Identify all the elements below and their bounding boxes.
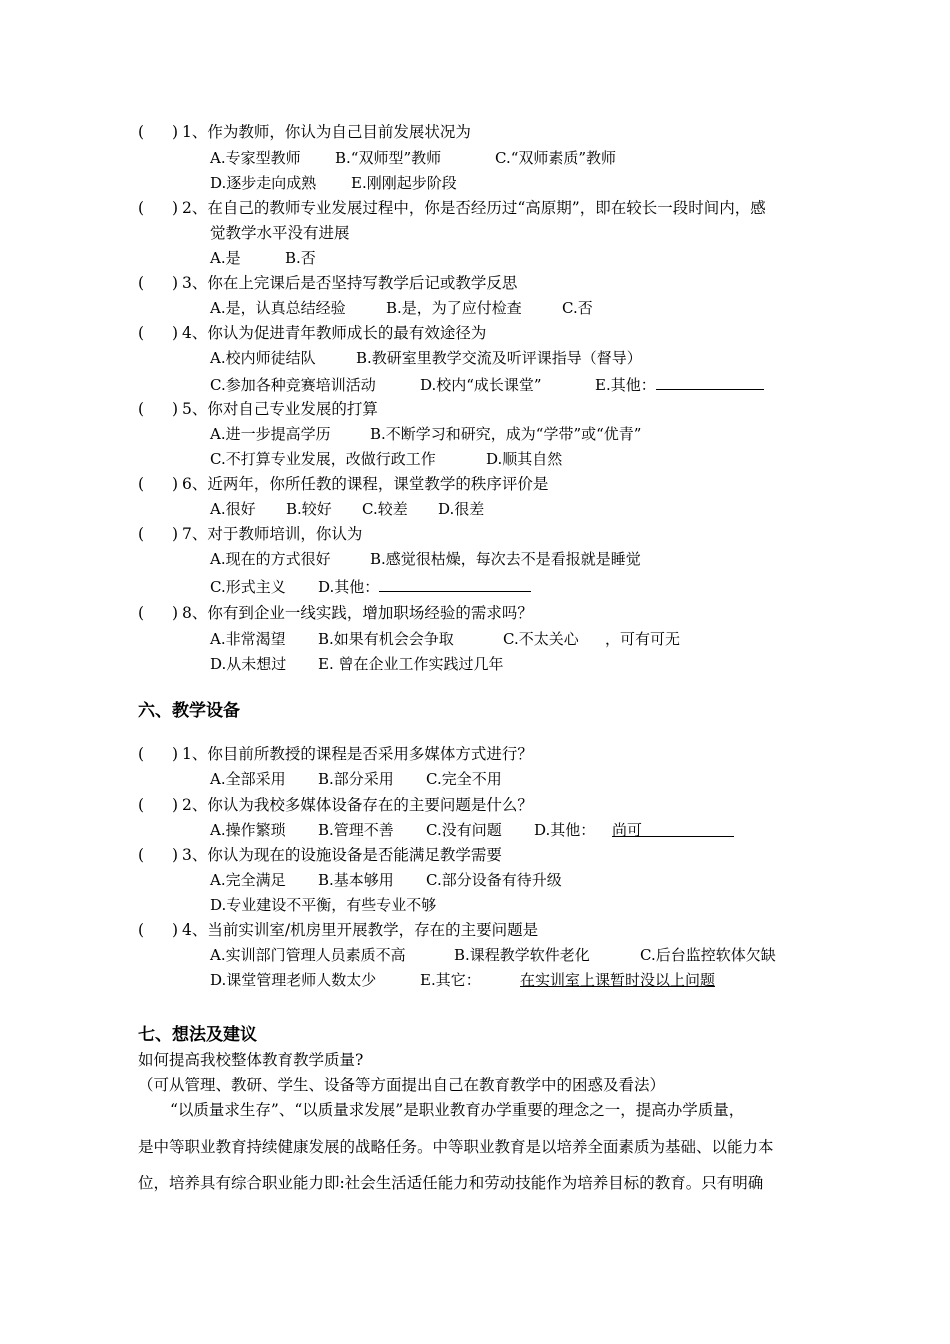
options-row [210,945,776,965]
question-8 [138,603,533,623]
option[interactable]: A.实训部门管理人员素质不高 [210,946,406,964]
answer-paren-close: ) [172,525,179,543]
question-text: 3、你在上完课后是否坚持写教学后记或教学反思 [182,274,518,292]
option[interactable]: A.全部采用 [210,770,286,788]
option[interactable]: E.其他： [595,376,656,394]
answer-paragraph-line: “以质量求生存”、“以质量求发展”是职业教育办学重要的理念之一，提高办学质量， [170,1101,745,1119]
fill-in-blank[interactable] [656,373,764,390]
option[interactable]: A.很好 [210,500,256,518]
options-row [210,298,593,318]
options-row [210,173,457,193]
question-text: 5、你对自己专业发展的打算 [182,400,378,418]
answer-paren-open[interactable]: ( [138,525,145,543]
option[interactable]: B.是，为了应付检查 [386,299,522,317]
question-text: 2、你认为我校多媒体设备存在的主要问题是什么？ [182,796,533,814]
option[interactable]: C.没有问题 [426,821,502,839]
options-row [210,575,531,597]
option[interactable]: C.部分设备有待升级 [426,871,562,889]
equipment-question-1 [138,744,533,764]
option[interactable]: D.逐步走向成熟 [210,174,317,192]
option[interactable]: B.管理不善 [318,821,394,839]
answer-paren-close: ) [172,796,179,814]
answer-paren-close: ) [172,400,179,418]
option[interactable]: C.不太关心 [503,630,579,648]
option[interactable]: C.较差 [362,500,408,518]
question-5 [138,399,378,419]
answer-paren-close: ) [172,199,179,217]
answer-paren-open[interactable]: ( [138,400,145,418]
options-row [210,820,734,840]
options-row [210,449,562,469]
fill-in-blank[interactable] [379,575,531,592]
option[interactable]: D.其他： [534,821,596,839]
fill-in-answer[interactable]: 在实训室上课暂时没以上问题 [520,971,716,989]
option[interactable]: E. 曾在企业工作实践过几年 [318,655,504,673]
options-row [210,654,504,674]
answer-paren-close: ) [172,921,179,939]
answer-paren-close: ) [172,846,179,864]
option[interactable]: C.否 [562,299,593,317]
option: ，可有可无 [605,630,681,648]
option[interactable]: A.现在的方式很好 [210,550,331,568]
options-row [210,148,616,168]
question-text: 3、你认为现在的设施设备是否能满足教学需要 [182,846,502,864]
option[interactable]: B.较好 [286,500,332,518]
option[interactable]: B.部分采用 [318,770,394,788]
answer-paragraph-line: 位，培养具有综合职业能力即:社会生活适任能力和劳动技能作为培养目标的教育。只有明确 [138,1174,764,1192]
option[interactable]: C.完全不用 [426,770,502,788]
suggestion-question: 如何提高我校整体教育教学质量? [138,1051,364,1069]
answer-paren-close: ) [172,123,179,141]
section-heading-equipment: 六、教学设备 [138,701,240,721]
answer-paren-close: ) [172,475,179,493]
question-2 [138,198,766,218]
option[interactable]: C.“双师素质”教师 [495,149,617,167]
option[interactable]: D.其他： [318,578,380,596]
options-row [210,348,642,368]
options-row [210,499,484,519]
option[interactable]: E.刚刚起步阶段 [351,174,457,192]
option[interactable]: C.后台监控软体欠缺 [640,946,776,964]
question-6 [138,474,548,494]
question-text: 8、你有到企业一线实践，增加职场经验的需求吗？ [182,604,533,622]
option[interactable]: B.基本够用 [318,871,394,889]
question-text: 4、当前实训室/机房里开展教学，存在的主要问题是 [182,921,539,939]
option[interactable]: C.不打算专业发展，改做行政工作 [210,450,436,468]
option[interactable]: A.是，认真总结经验 [210,299,346,317]
option[interactable]: C.形式主义 [210,578,286,596]
answer-paren-open[interactable]: ( [138,846,145,864]
answer-paragraph-line: 是中等职业教育持续健康发展的战略任务。中等职业教育是以培养全面素质为基础、以能力本 [138,1138,774,1156]
question-text: 7、对于教师培训，你认为 [182,525,363,543]
question-continuation: 觉教学水平没有进展 [210,224,350,242]
answer-paren-open[interactable]: ( [138,796,145,814]
answer-paren-close: ) [172,604,179,622]
option[interactable]: A.校内师徒结队 [210,349,316,367]
options-row [210,870,562,890]
suggestion-hint: （可从管理、教研、学生、设备等方面提出自己在教育教学中的困惑及看法） [138,1076,666,1094]
question-text: 1、你目前所教授的课程是否采用多媒体方式进行？ [182,745,533,763]
option[interactable]: D.校内“成长课堂” [420,376,542,394]
option[interactable]: A.是 [210,249,241,267]
answer-paren-open[interactable]: ( [138,199,145,217]
option[interactable]: D.从未想过 [210,655,287,673]
options-row [210,424,641,444]
question-4 [138,323,486,343]
question-text: 2、在自己的教师专业发展过程中，你是否经历过“高原期”，即在较长一段时间内，感 [182,199,766,217]
option[interactable]: A.完全满足 [210,871,286,889]
option[interactable]: B.感觉很枯燥，每次去不是看报就是睡觉 [370,550,641,568]
answer-paren-open[interactable]: ( [138,921,145,939]
option[interactable]: B.教研室里教学交流及听评课指导（督导） [356,349,642,367]
equipment-question-2 [138,795,533,815]
question-7 [138,524,362,544]
answer-paren-open[interactable]: ( [138,604,145,622]
option[interactable]: A.非常渴望 [210,630,286,648]
option[interactable]: D.课堂管理老师人数太少 [210,971,377,989]
option[interactable]: C.参加各种竞赛培训活动 [210,376,376,394]
options-row [210,248,316,268]
question-text: 4、你认为促进青年教师成长的最有效途径为 [182,324,487,342]
answer-paren-close: ) [172,274,179,292]
option[interactable]: E.其它： [420,971,481,989]
answer-paren-close: ) [172,324,179,342]
fill-in-answer[interactable]: 尚可 [612,820,734,837]
options-row [210,895,436,915]
option[interactable]: A.进一步提高学历 [210,425,331,443]
answer-paren-open[interactable]: ( [138,274,145,292]
options-row [210,769,502,789]
answer-paren-open[interactable]: ( [138,324,145,342]
options-row [210,373,764,395]
options-row [210,549,641,569]
answer-paren-open[interactable]: ( [138,475,145,493]
option[interactable]: D.很差 [438,500,485,518]
question-1 [138,122,471,142]
option[interactable]: A.专家型教师 [210,149,301,167]
option[interactable]: B.“双师型”教师 [335,149,442,167]
question-text: 6、近两年，你所任教的课程，课堂教学的秩序评价是 [182,475,549,493]
question-3 [138,273,517,293]
section-heading-suggestions: 七、想法及建议 [138,1025,257,1045]
option[interactable]: D.顺其自然 [486,450,563,468]
equipment-question-3 [138,845,502,865]
option[interactable]: B.如果有机会会争取 [318,630,454,648]
question-text: 1、作为教师，你认为自己目前发展状况为 [182,123,471,141]
options-row [210,970,715,990]
option[interactable]: B.课程教学软件老化 [454,946,590,964]
equipment-question-4 [138,920,538,940]
option[interactable]: A.操作繁琐 [210,821,286,839]
option[interactable]: D.专业建设不平衡，有些专业不够 [210,896,437,914]
answer-paren-open[interactable]: ( [138,123,145,141]
option[interactable]: B.否 [285,249,316,267]
options-row [210,629,680,649]
answer-paren-close: ) [172,745,179,763]
answer-paren-open[interactable]: ( [138,745,145,763]
option[interactable]: B.不断学习和研究，成为“学带”或“优青” [370,425,642,443]
